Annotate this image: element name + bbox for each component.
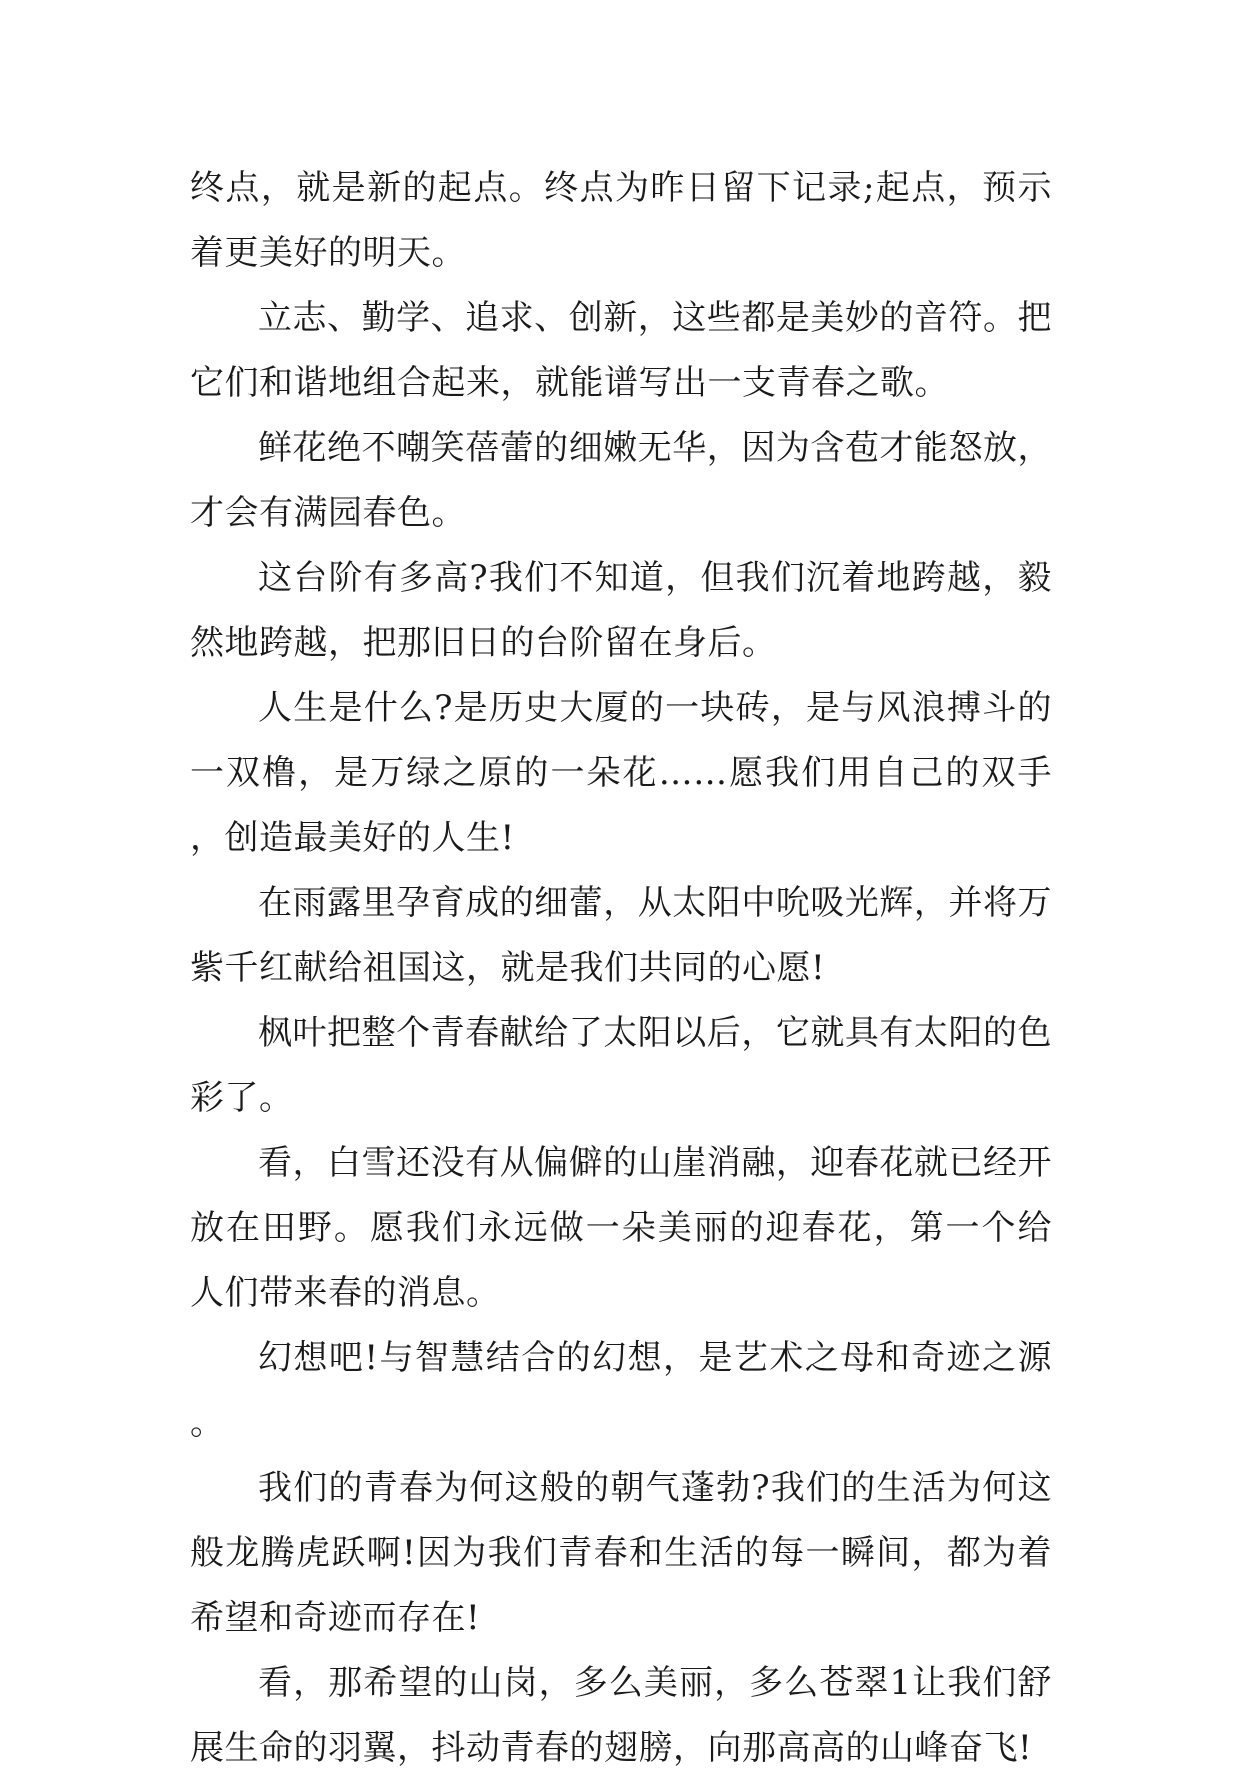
paragraph-4: 这台阶有多高?我们不知道，但我们沉着地跨越，毅然地跨越，把那旧日的台阶留在身后。 xyxy=(190,558,1052,663)
paragraph-6: 在雨露里孕育成的细蕾，从太阳中吮吸光辉，并将万紫千红献给祖国这，就是我们共同的心愿! xyxy=(190,883,1052,988)
paragraph-2: 立志、勤学、追求、创新，这些都是美妙的音符。把它们和谐地组合起来，就能谱写出一支青春之歌。 xyxy=(190,298,1052,403)
paragraph-9: 幻想吧!与智慧结合的幻想，是艺术之母和奇迹之源。 xyxy=(190,1338,1052,1443)
paragraph-7: 枫叶把整个青春献给了太阳以后，它就具有太阳的色彩了。 xyxy=(190,1013,1052,1118)
paragraph-8: 看，白雪还没有从偏僻的山崖消融，迎春花就已经开放在田野。愿我们永远做一朵美丽的迎春花，第一个给人们带来春的消息。 xyxy=(190,1143,1052,1313)
document-body xyxy=(190,156,1052,1781)
paragraph-11: 看，那希望的山岗，多么美丽，多么苍翠1让我们舒展生命的羽翼，抖动青春的翅膀，向那高高的山峰奋飞! xyxy=(190,1663,1052,1768)
paragraph-1: 终点，就是新的起点。终点为昨日留下记录;起点，预示着更美好的明天。 xyxy=(190,168,1052,273)
paragraph-5: 人生是什么?是历史大厦的一块砖，是与风浪搏斗的一双橹，是万绿之原的一朵花……愿我们用自己的双手，创造最美好的人生! xyxy=(190,688,1052,858)
paragraph-10: 我们的青春为何这般的朝气蓬勃?我们的生活为何这般龙腾虎跃啊!因为我们青春和生活的每一瞬间，都为着希望和奇迹而存在! xyxy=(190,1468,1052,1638)
paragraph-3: 鲜花绝不嘲笑蓓蕾的细嫩无华，因为含苞才能怒放，才会有满园春色。 xyxy=(190,428,1052,533)
